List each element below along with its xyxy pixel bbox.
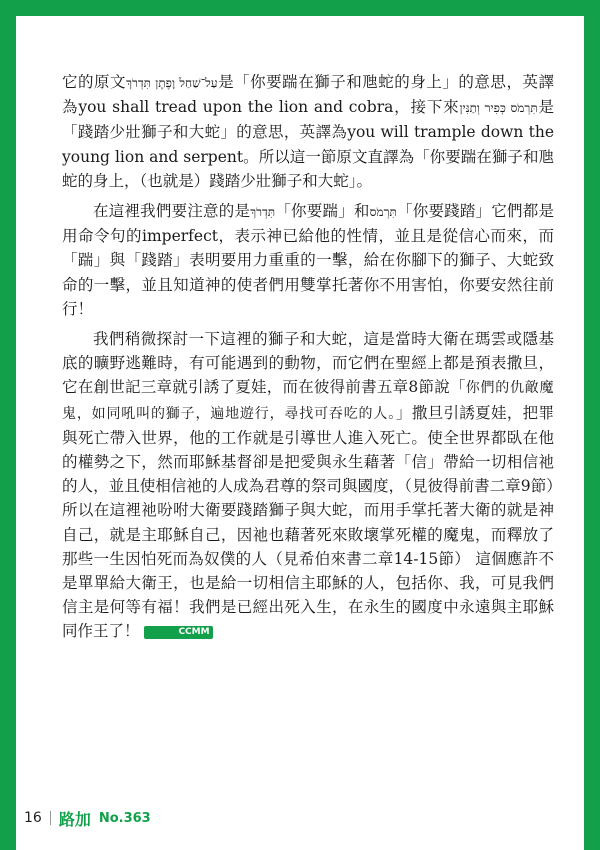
hebrew-text: תִּרְמֹס: [369, 205, 397, 220]
green-border-top: [0, 0, 600, 16]
footer-divider: [50, 811, 51, 825]
magazine-logo: 路加: [58, 809, 91, 829]
hebrew-text: תִּרְמֹס כְּפִיר וְתַנִּין: [459, 101, 538, 116]
green-border-right: [584, 0, 600, 850]
text: 它的原文: [62, 73, 127, 91]
article-body: [62, 70, 554, 650]
paragraph-2: [62, 199, 554, 321]
scripture-quote: 你們的仇敵魔鬼，如同吼叫的獅子，遍地遊行，尋找可吞吃的人。: [62, 380, 554, 422]
green-border-left: [0, 0, 16, 850]
text: 」撒旦引誘夏娃，把罪與死亡帶入世界，他的工作就是引導世人進入死亡。使全世界都臥在他的權勢之下，然而耶穌基督卻是把愛與永生藉著「信」帶給一切相信祂的人，並且使相信祂的人成為君尊的祭司與國度，（見彼得前書二章9節）所以在這裡祂吩咐大衛要踐踏獅子與大蛇，而用手掌托著大衛的就是神自己，就是主耶穌自己，因祂也藉著死來敗壞掌死權的魔鬼，而釋放了那些一生因怕死而為奴僕的人（見希伯來書二章14-15節） 這個應許不是單單給大衛王，也是給一切相信主耶穌的人，包括你、我，可見我們信主是何等有福！我們是已經出死入生，在永生的國度中永遠與主耶穌同作王了！: [62, 403, 554, 641]
page-footer: [24, 808, 151, 828]
text: 是「你要踹在獅子和虺蛇的身上」的意思，英譯為you shall tread upon the lion and cobra，接下來: [62, 73, 554, 117]
paragraph-1: [62, 70, 554, 193]
page-number: 16: [24, 810, 42, 826]
hebrew-text: תִּדְרֹךְ: [250, 205, 276, 220]
text: 「你要踹」和: [275, 202, 370, 221]
issue-number: No.363: [98, 810, 151, 826]
ccmm-badge: CCMM: [144, 626, 212, 639]
text: 是「踐踏少壯獅子和大蛇」的意思，英譯為you will trample down the young lion and serpent。所以這一節原文直譯為「你要踹在獅子和虺蛇的身上，（也就是）踐踏少壯獅子和大蛇」。: [62, 98, 554, 190]
text: 在這裡我們要注意的是: [93, 202, 251, 221]
hebrew-text: עַל־שַׁחַל וָפֶתֶן תִּדְרֹךְ: [126, 76, 218, 90]
paragraph-3: [62, 327, 554, 644]
text: 我們稍微探討一下這裡的獅子和大蛇，這是當時大衛在瑪雲或隱基底的曠野逃難時，有可能遇到的動物，而它們在聖經上都是預表撒旦，它在創世記三章就引誘了夏娃，而在彼得前書五章8節說「: [62, 330, 554, 397]
text: 「你要踐踏」它們都是用命令句的imperfect，表示神已給他的性情，並且是從信心而來，而「踹」與「踐踏」表明要用力重重的一擊，給在你腳下的獅子、大蛇致命的一擊，並且知道神的使者們用雙掌托著你不用害怕，你要安然往前行！: [62, 202, 554, 318]
